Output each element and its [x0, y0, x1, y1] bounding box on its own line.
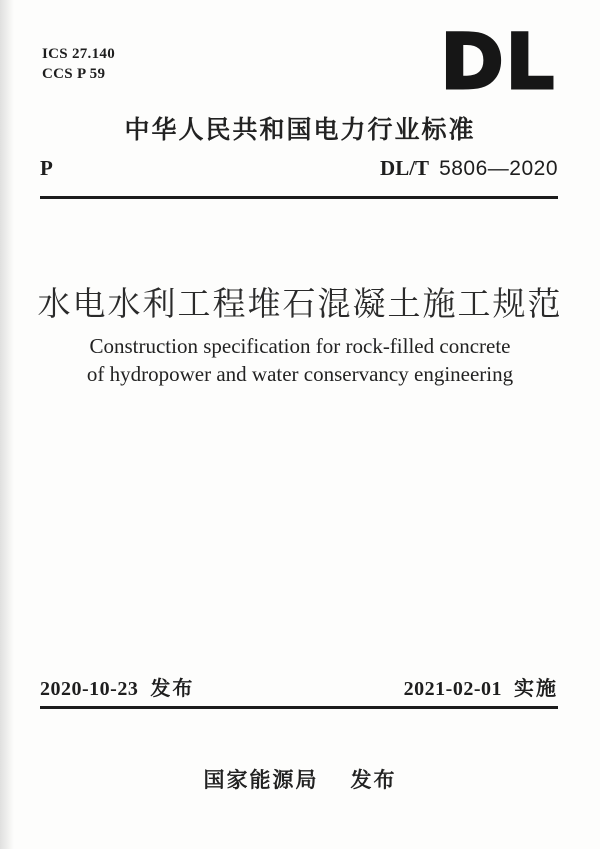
- dl-logo: DL: [440, 17, 556, 106]
- issue-date-group: [40, 672, 194, 701]
- publisher-name: 国家能源局: [203, 769, 319, 792]
- ccs-code: CCS P 59: [42, 66, 106, 82]
- classification-codes: [42, 44, 115, 84]
- publish-label: 发布: [350, 769, 397, 792]
- dates-row: [40, 672, 558, 698]
- title-english: [0, 332, 600, 388]
- standard-prefix: DL/T: [380, 156, 430, 180]
- class-and-number-row: [40, 156, 558, 184]
- title-chinese: 水电水利工程堆石混凝土施工规范: [37, 287, 563, 323]
- header-rule: [40, 196, 558, 199]
- implementation-date-group: [404, 672, 558, 701]
- standard-type-heading: 中华人民共和国电力行业标准: [124, 116, 476, 144]
- issue-label: 发布: [150, 678, 195, 700]
- title-english-line2: of hydropower and water conservancy engineering: [86, 362, 514, 386]
- implementation-date: 2021-02-01: [403, 678, 502, 700]
- footer-rule: [40, 706, 558, 709]
- class-letter: P: [40, 156, 53, 180]
- publisher-row: [0, 764, 600, 794]
- ics-code: ICS 27.140: [42, 46, 116, 62]
- title-english-line1: Construction specification for rock-filled concrete: [89, 334, 511, 358]
- standard-number: [380, 156, 558, 181]
- issue-date: 2020-10-23: [40, 678, 139, 700]
- standard-digits: 5806—2020: [439, 157, 558, 180]
- implementation-label: 实施: [514, 678, 558, 700]
